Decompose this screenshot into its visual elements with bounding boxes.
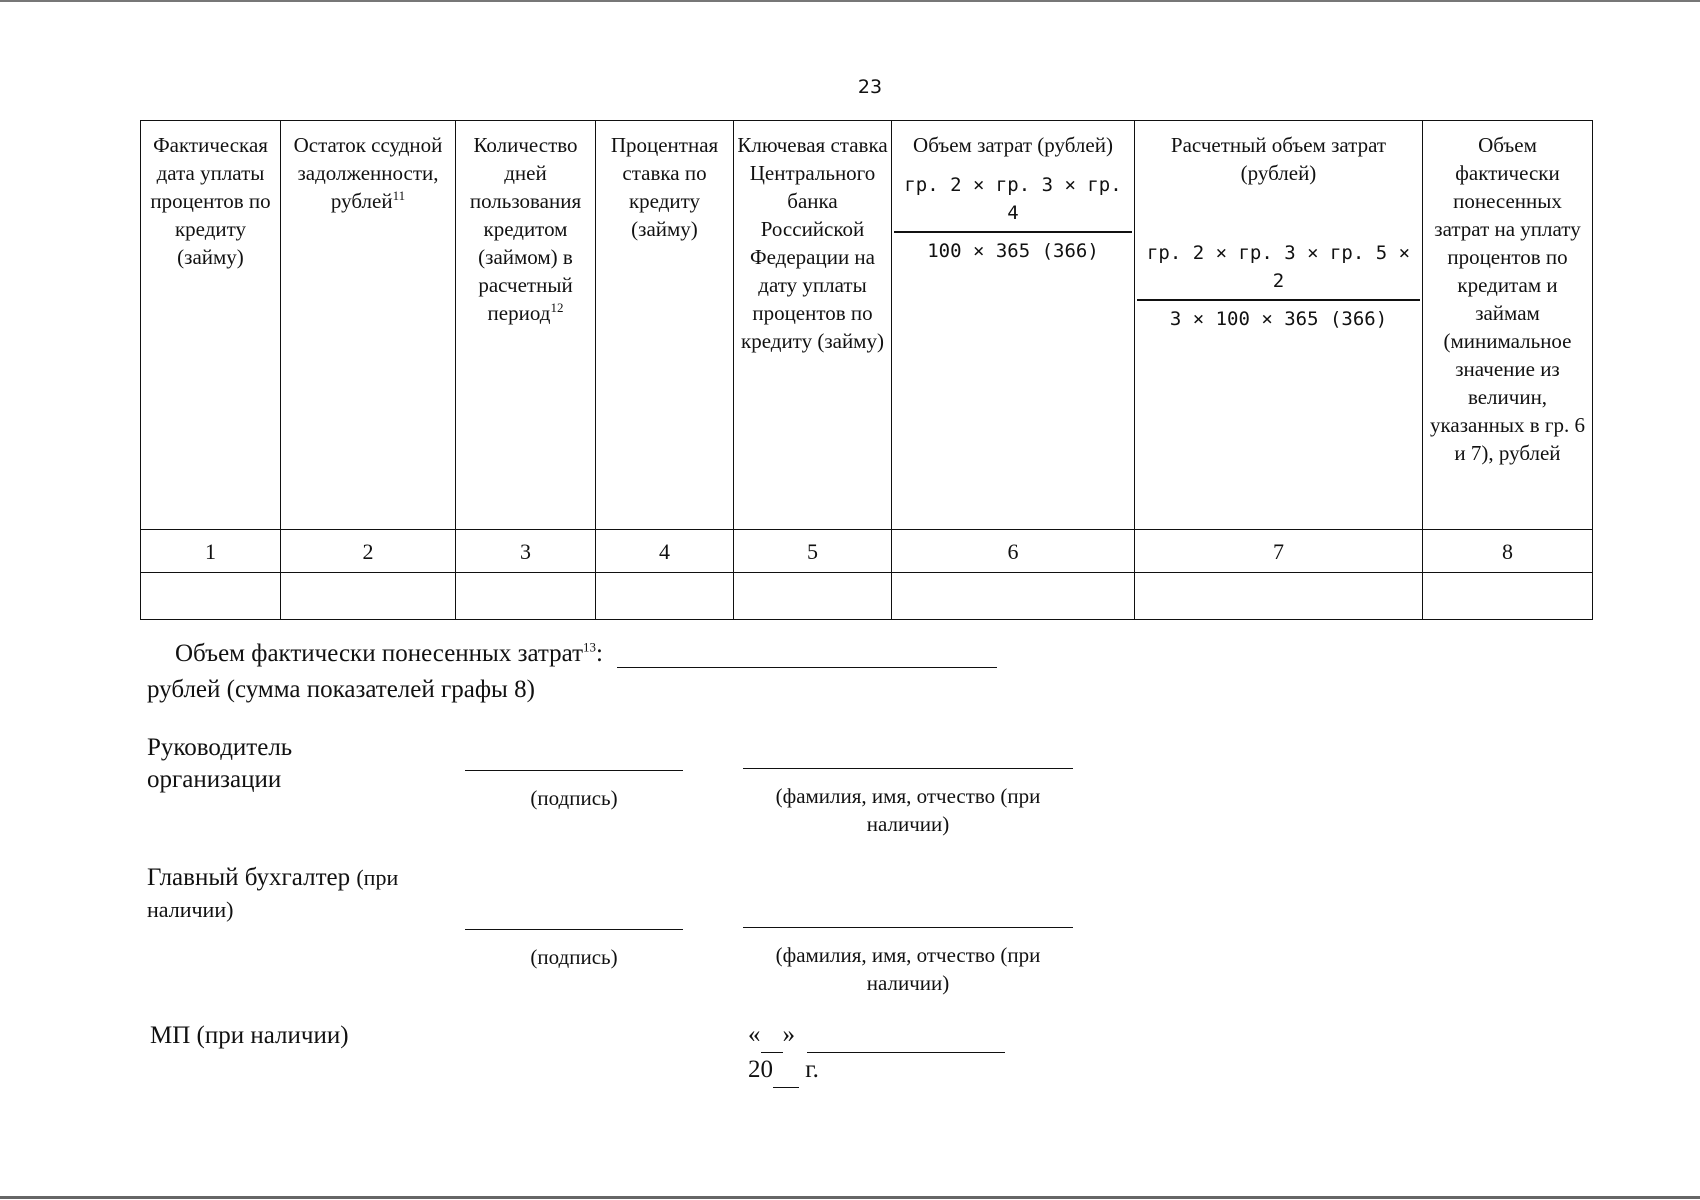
header-col-8: Объем фактически понесенных затрат на уплату процентов по кредитам и займам (минимальное значение из величин, указанных в гр. 6 и 7), рублей — [1423, 121, 1593, 530]
column-number: 4 — [596, 530, 734, 573]
page-bottom-border — [0, 1196, 1700, 1199]
head-signature-caption: (подпись) — [530, 786, 618, 810]
empty-cell[interactable] — [456, 573, 596, 620]
formula-col-7 — [1137, 239, 1420, 333]
head-signature-line[interactable] — [465, 770, 683, 771]
head-name-line[interactable] — [743, 768, 1073, 769]
column-number: 8 — [1423, 530, 1593, 573]
column-number-row — [141, 530, 1593, 573]
formula-7-denominator: 3 × 100 × 365 (366) — [1169, 308, 1388, 330]
column-number: 6 — [892, 530, 1135, 573]
header-col-2: Остаток ссудной задолженности, рублей$^{11}$ — [281, 121, 456, 530]
header-col-7: Расчетный объем затрат (рублей) $\frac{гр. 2 \times гр. 3 \times гр. 5 \times 2}{3 \times 100 \times 365 (366)}$ — [1135, 121, 1423, 530]
header-col-6: Объем затрат (рублей) $\frac{гр. 2 \times гр. 3 \times гр. 4}{100 \times 365 (366)}$ — [892, 121, 1135, 530]
empty-data-row — [141, 573, 1593, 620]
accountant-label: Главный бухгалтер (при наличии) — [147, 864, 399, 922]
summary-line: Объем фактически понесенных затрат$^{13}$: — [175, 640, 997, 668]
empty-cell[interactable] — [596, 573, 734, 620]
empty-cell[interactable] — [1135, 573, 1423, 620]
head-name-caption: (фамилия, имя, отчество (при наличии) — [775, 784, 1041, 836]
header-col-4: Процентная ставка по кредиту (займу) — [596, 121, 734, 530]
footnote-13: 13 — [583, 639, 597, 655]
column-number: 2 — [281, 530, 456, 573]
summary-amount-blank[interactable] — [617, 641, 997, 668]
accountant-name-line[interactable] — [743, 927, 1073, 928]
accountant-signature-line[interactable] — [465, 929, 683, 930]
accountant-name-caption: (фамилия, имя, отчество (при наличии) — [775, 943, 1041, 995]
formula-col-6 — [894, 171, 1132, 265]
formula-6-denominator: 100 × 365 (366) — [927, 240, 1099, 262]
column-number: 1 — [141, 530, 281, 573]
page-number: 23 — [857, 76, 883, 98]
header-col-5: Ключевая ставка Центрального банка Российской Федерации на дату уплаты процентов по кредиту (займу) — [734, 121, 892, 530]
summary-text: Объем фактически понесенных затрат — [175, 640, 584, 667]
head-label: Руководитель организации — [147, 734, 293, 793]
date-field[interactable]: « » 20 г. — [748, 1018, 1005, 1088]
interest-cost-table — [140, 120, 1593, 620]
footnote-11: 11 — [392, 188, 406, 203]
table-header-row — [141, 121, 1593, 530]
summary-line-2: рублей (сумма показателей графы 8) — [147, 676, 535, 703]
stamp-label: МП (при наличии) — [150, 1022, 349, 1049]
column-number: 7 — [1135, 530, 1423, 573]
empty-cell[interactable] — [1423, 573, 1593, 620]
empty-cell[interactable] — [141, 573, 281, 620]
formula-6-numerator: гр. 2 × гр. 3 × гр. 4 — [894, 171, 1132, 233]
page-top-border — [0, 0, 1700, 2]
formula-7-numerator: гр. 2 × гр. 3 × гр. 5 × 2 — [1137, 239, 1420, 301]
column-number: 3 — [456, 530, 596, 573]
header-col-3: Количество дней пользования кредитом (займом) в расчетный период$^{12}$ — [456, 121, 596, 530]
empty-cell[interactable] — [734, 573, 892, 620]
column-number: 5 — [734, 530, 892, 573]
footnote-12: 12 — [550, 300, 564, 315]
empty-cell[interactable] — [892, 573, 1135, 620]
header-col-1: Фактическая дата уплаты процентов по кредиту (займу) — [141, 121, 281, 530]
empty-cell[interactable] — [281, 573, 456, 620]
accountant-signature-caption: (подпись) — [530, 945, 618, 969]
